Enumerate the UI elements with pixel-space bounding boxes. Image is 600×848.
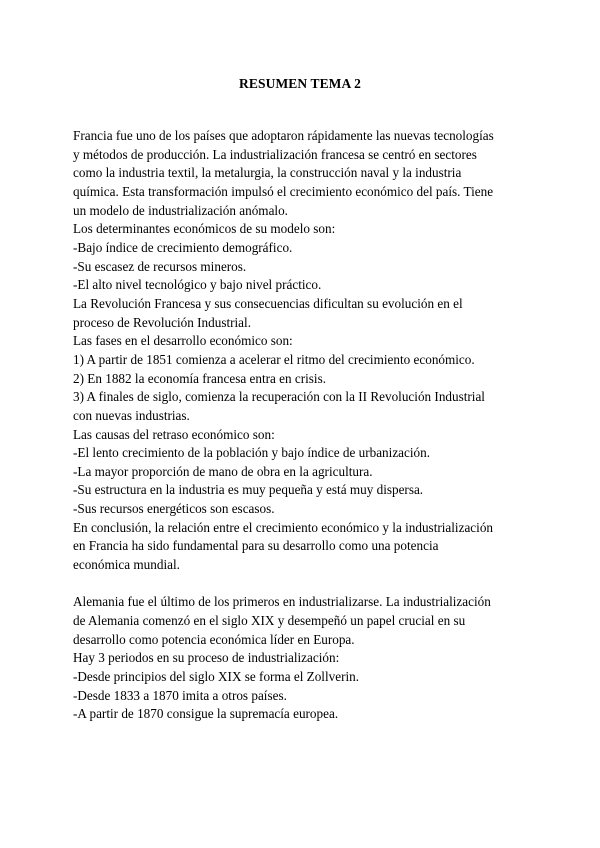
text-line: un modelo de industrialización anómalo.: [73, 202, 288, 218]
paragraph-spacer: [73, 575, 538, 594]
text-line: Alemania fue el último de los primeros en industrializarse. La industrialización: [73, 594, 491, 610]
text-line: proceso de Revolución Industrial.: [73, 314, 251, 330]
text-line: de Alemania comenzó en el siglo XIX y desempeñó un papel crucial en su: [73, 613, 466, 629]
text-line: Hay 3 periodos en su proceso de industrialización:: [73, 650, 340, 666]
text-line: con nuevas industrias.: [73, 407, 190, 423]
text-line: económica mundial.: [73, 557, 180, 573]
text-line: -A partir de 1870 consigue la supremacía europea.: [73, 706, 339, 722]
text-line: En conclusión, la relación entre el crecimiento económico y la industrialización: [73, 519, 494, 535]
text-line: -El lento crecimiento de la población y bajo índice de urbanización.: [73, 445, 431, 461]
text-line: -Desde 1833 a 1870 imita a otros países.: [73, 687, 287, 703]
document-title: RESUMEN TEMA 2: [239, 76, 361, 91]
text-line: -Su estructura en la industria es muy pequeña y está muy dispersa.: [73, 482, 424, 498]
text-line: 1) A partir de 1851 comienza a acelerar el ritmo del crecimiento económico.: [73, 351, 475, 367]
text-line: Francia fue uno de los países que adoptaron rápidamente las nuevas tecnologías: [73, 128, 494, 143]
text-line: -Su escasez de recursos mineros.: [73, 258, 247, 274]
text-line: -Bajo índice de crecimiento demográfico.: [73, 239, 293, 255]
text-line: desarrollo como potencia económica líder en Europa.: [73, 631, 355, 647]
text-line: Los determinantes económicos de su modelo son:: [73, 221, 336, 237]
text-line: -La mayor proporción de mano de obra en la agricultura.: [73, 463, 373, 479]
text-line: como la industria textil, la metalurgia, la construcción naval y la industria: [73, 165, 462, 181]
text-line: -El alto nivel tecnológico y bajo nivel práctico.: [73, 277, 322, 293]
text-line: -Sus recursos energéticos son escasos.: [73, 501, 275, 517]
text-line: -Desde principios del siglo XIX se forma el Zollverin.: [73, 669, 360, 685]
text-line: 2) En 1882 la economía francesa entra en crisis.: [73, 370, 327, 386]
text-line: Las fases en el desarrollo económico son:: [73, 333, 293, 349]
text-line: Las causas del retraso económico son:: [73, 426, 275, 442]
document-body: [73, 127, 538, 724]
text-line: 3) A finales de siglo, comienza la recuperación con la II Revolución Industrial: [73, 389, 485, 405]
text-line: química. Esta transformación impulsó el crecimiento económico del país. Tiene: [73, 183, 494, 199]
text-line: La Revolución Francesa y sus consecuencias dificultan su evolución en el: [73, 295, 463, 311]
text-line: en Francia ha sido fundamental para su desarrollo como una potencia: [73, 538, 439, 554]
text-line: y métodos de producción. La industrialización francesa se centró en sectores: [73, 146, 477, 162]
